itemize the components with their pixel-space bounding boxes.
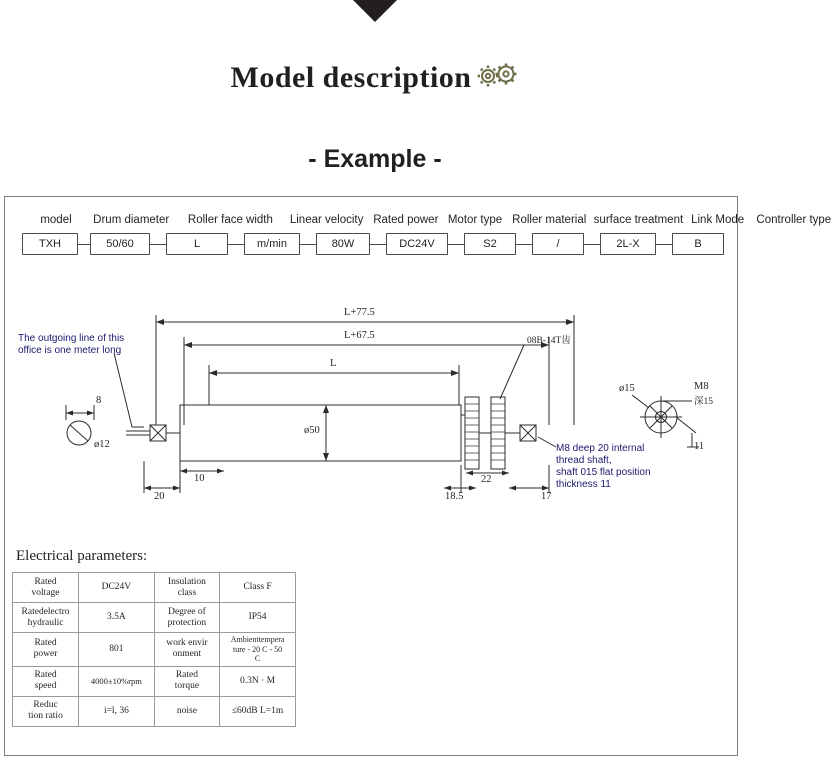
code-cell-motor-type[interactable]: DC24V <box>386 233 448 255</box>
cell-label-reduction-ratio: Reduc tion ratio <box>13 696 79 726</box>
cell-label-rated-speed: Rated speed <box>13 666 79 696</box>
dim-8: 8 <box>96 395 102 406</box>
cell-value-rated-voltage: DC24V <box>79 573 155 603</box>
dim-11: 11 <box>694 441 705 452</box>
dim-22: 22 <box>481 474 492 485</box>
code-cell-link-mode[interactable]: 2L-X <box>600 233 656 255</box>
code-header-9: Controller type <box>756 214 832 226</box>
dim-dia15: ø15 <box>619 383 635 394</box>
cell-label-rated-power: Rated power <box>13 633 79 667</box>
subtitle-text: Example <box>323 145 427 173</box>
code-cell-model[interactable]: TXH <box>22 233 78 255</box>
dim-deep15: 深15 <box>694 397 714 407</box>
code-cell-surface-treatment[interactable]: / <box>532 233 584 255</box>
connector-7 <box>584 244 600 245</box>
electrical-parameters-title: Electrical parameters: <box>16 548 148 564</box>
code-header-4: Rated power <box>373 214 439 226</box>
code-header-2: Roller face width <box>187 214 273 226</box>
dim-l-plus-675: L+67.5 <box>344 330 375 341</box>
cell-label-work-environment: work envir onment <box>154 633 219 667</box>
code-header-1: Drum diameter <box>93 214 170 226</box>
electrical-parameters-table <box>12 572 296 727</box>
connector-2 <box>228 244 244 245</box>
code-header-0: model <box>40 214 72 226</box>
dim-185: 18.5 <box>445 491 464 502</box>
page-title-text: Model description <box>230 61 472 94</box>
dim-l: L <box>330 358 337 369</box>
dim-dia50: ø50 <box>304 425 320 436</box>
code-cell-controller-type[interactable]: B <box>672 233 724 255</box>
cell-label-protection-degree: Degree of protection <box>154 603 219 633</box>
code-header-5: Motor type <box>447 214 503 226</box>
connector-1 <box>150 244 166 245</box>
technical-drawing <box>4 275 738 540</box>
example-subtitle <box>0 145 750 174</box>
code-cell-rated-power[interactable]: 80W <box>316 233 370 255</box>
dim-dia12: ø12 <box>94 439 110 450</box>
connector-3 <box>300 244 316 245</box>
cell-value-reduction-ratio: i=l, 36 <box>79 696 155 726</box>
note-shaft: M8 deep 20 internal thread shaft, shaft 015 flat position thickness 11 <box>556 443 651 490</box>
connector-5 <box>448 244 464 245</box>
cell-label-rated-current: Ratedelectro hydraulic <box>13 603 79 633</box>
code-cell-drum-diameter[interactable]: 50/60 <box>90 233 150 255</box>
cell-label-rated-torque: Rated torque <box>154 666 219 696</box>
code-header-8: Link Mode <box>691 214 745 226</box>
cell-value-noise: ≤60dB L=1m <box>220 696 296 726</box>
code-header-6: Roller material <box>512 214 587 226</box>
cell-value-work-environment: Ambienttempera ture - 20 C - 50 C <box>220 633 296 667</box>
cell-label-noise: noise <box>154 696 219 726</box>
cell-value-rated-current: 3.5A <box>79 603 155 633</box>
cell-value-rated-speed: 4000±10%rpm <box>79 666 155 696</box>
table-row <box>13 666 296 696</box>
table-row <box>13 633 296 667</box>
connector-4 <box>370 244 386 245</box>
code-header-7: surface treatment <box>593 214 684 226</box>
model-code-headers <box>28 214 832 230</box>
cell-value-rated-power: 801 <box>79 633 155 667</box>
cell-value-rated-torque: 0.3N · M <box>220 666 296 696</box>
dim-m8: M8 <box>694 381 709 392</box>
cell-value-protection-degree: IP54 <box>220 603 296 633</box>
connector-6 <box>516 244 532 245</box>
table-row <box>13 603 296 633</box>
dim-l-plus-775: L+77.5 <box>344 307 375 318</box>
top-arrow-marker <box>353 0 397 22</box>
code-header-3: Linear velocity <box>289 214 364 226</box>
dim-10: 10 <box>194 473 205 484</box>
connector-8 <box>656 244 672 245</box>
dim-17: 17 <box>541 491 552 502</box>
dim-20: 20 <box>154 491 165 502</box>
model-code-row <box>22 233 728 255</box>
cell-label-insulation-class: Insulation class <box>154 573 219 603</box>
code-cell-roller-material[interactable]: S2 <box>464 233 516 255</box>
table-row <box>13 573 296 603</box>
note-sprocket: 08B-14T齿 <box>527 336 571 346</box>
connector-0 <box>78 244 90 245</box>
note-outgoing-line: The outgoing line of this office is one meter long <box>18 333 125 356</box>
dash-right: - <box>433 145 442 173</box>
code-cell-roller-width[interactable]: L <box>166 233 228 255</box>
code-cell-linear-velocity[interactable]: m/min <box>244 233 300 255</box>
gears-icon <box>474 60 520 98</box>
table-row <box>13 696 296 726</box>
cell-value-insulation-class: Class F <box>220 573 296 603</box>
cell-label-rated-voltage: Rated voltage <box>13 573 79 603</box>
page-title <box>0 60 750 98</box>
dash-left: - <box>308 145 317 173</box>
